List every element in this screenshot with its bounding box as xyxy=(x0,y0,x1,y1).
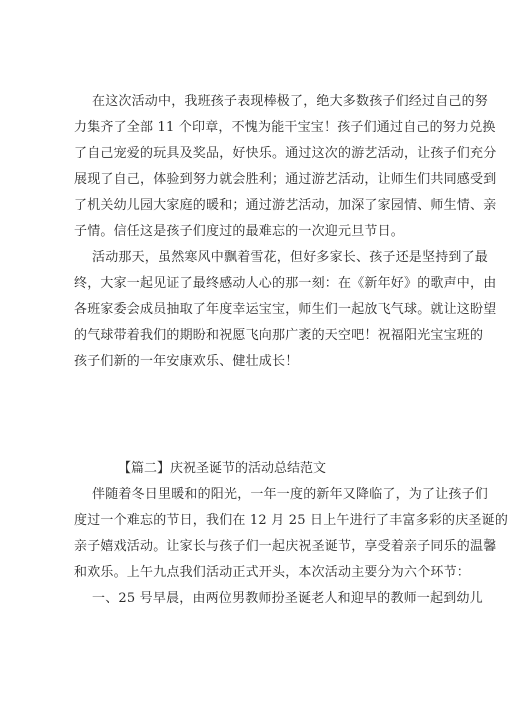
paragraph-activity-day xyxy=(74,245,497,375)
text-line: 度过一个难忘的节日，我们在 12 月 25 日上午进行了丰富多彩的庆圣诞的 xyxy=(74,513,508,528)
text-line: 一、25 号早晨，由两位男教师扮圣诞老人和迎早的教师一起到幼儿 xyxy=(92,591,483,606)
text-line: 了自己宠爱的玩具及奖品，好快乐。通过这次的游艺活动，让孩子们充分 xyxy=(74,146,497,161)
text-line: 了机关幼儿园大家庭的暖和；通过游艺活动，加深了家园情、师生情、亲 xyxy=(74,198,497,213)
text-line: 活动那天，虽然寒风中飘着雪花，但好多家长、孩子还是坚持到了最 xyxy=(92,250,489,265)
text-line: 亲子嬉戏活动。让家长与孩子们一起庆祝圣诞节，享受着亲子同乐的温馨 xyxy=(74,539,497,554)
text-line: 各班家委会成员抽取了年度幸运宝宝，师生们一起放飞气球。就让这盼望 xyxy=(74,302,497,317)
paragraph-first-segment xyxy=(74,586,483,612)
text-line: 在这次活动中，我班孩子表现棒极了，绝大多数孩子们经过自己的努 xyxy=(92,94,489,109)
text-line: 伴随着冬日里暖和的阳光，一年一度的新年又降临了，为了让孩子们 xyxy=(92,487,489,502)
section-heading: 【篇二】庆祝圣诞节的活动总结范文 xyxy=(118,461,327,476)
paragraph-christmas-intro xyxy=(74,482,508,586)
text-line: 和欢乐。上午九点我们活动正式开头，本次活动主要分为六个环节： xyxy=(74,565,471,580)
text-line: 的气球带着我们的期盼和祝愿飞向那广袤的天空吧！祝福阳光宝宝班的 xyxy=(74,328,484,343)
text-line: 孩子们新的一年安康欢乐、健壮成长！ xyxy=(74,354,299,369)
text-line: 展现了自己，体验到努力就会胜利；通过游艺活动，让师生们共同感受到 xyxy=(74,172,497,187)
text-line: 子情。信任这是孩子们度过的最难忘的一次迎元旦节日。 xyxy=(74,224,405,239)
text-line: 力集齐了全部 11 个印章，不愧为能干宝宝！孩子们通过自己的努力兑换 xyxy=(74,120,496,135)
text-line: 终，大家一起见证了最终感动人心的那一刻：在《新年好》的歌声中，由 xyxy=(74,276,497,291)
paragraph-activity-summary xyxy=(74,89,497,245)
